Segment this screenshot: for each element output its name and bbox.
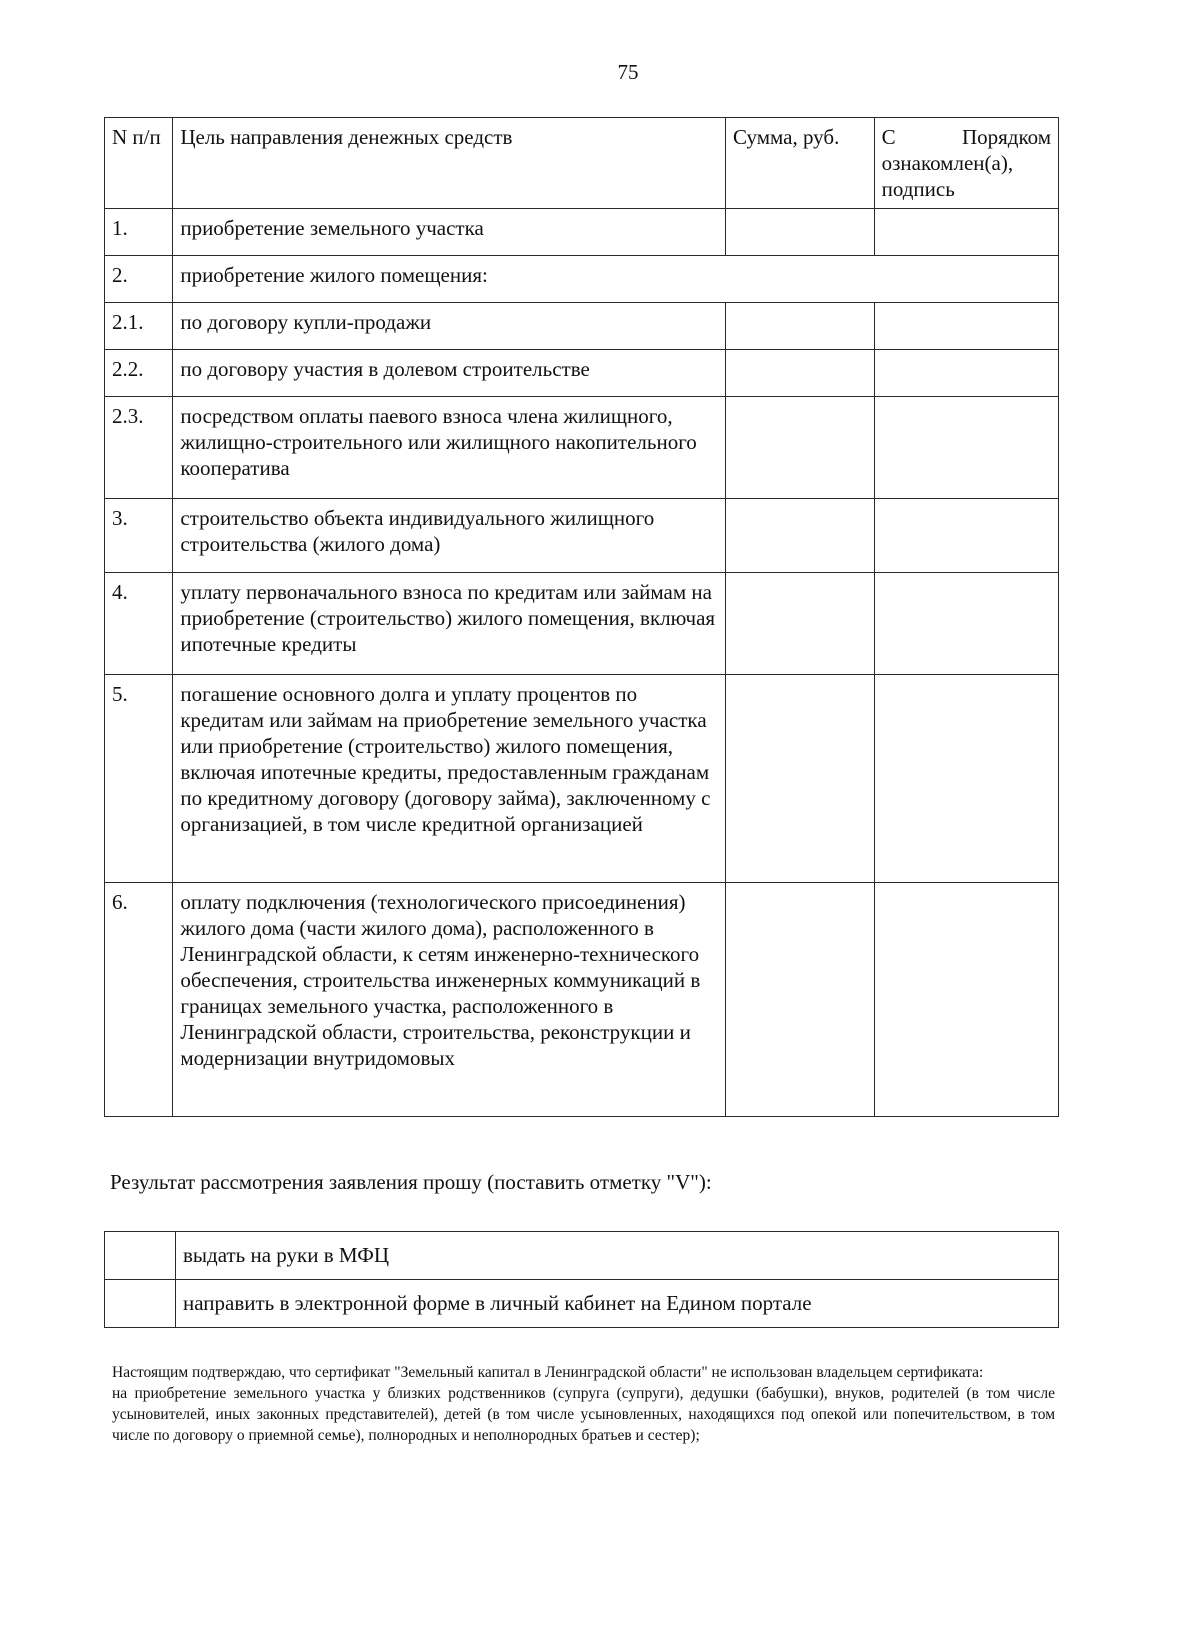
header-acknowledged-signature: [874, 118, 1058, 209]
table-row: [105, 303, 1059, 350]
header-ack-word-2: Порядком: [961, 125, 1051, 149]
row-amount-cell[interactable]: [726, 350, 875, 397]
row-purpose: приобретение земельного участка: [173, 209, 726, 256]
header-ack-line-2: ознакомлен(а),: [881, 151, 1014, 175]
row-signature-cell[interactable]: [874, 397, 1058, 499]
row-signature-cell[interactable]: [874, 303, 1058, 350]
row-purpose: приобретение жилого помещения:: [173, 256, 1059, 303]
header-ack-word-1: С: [881, 125, 896, 149]
table-row: [105, 256, 1059, 303]
row-number: 5.: [105, 675, 173, 883]
row-number: 2.2.: [105, 350, 173, 397]
confirmation-paragraph-1: Настоящим подтверждаю, что сертификат "Земельный капитал в Ленинградской области" не использован владельцем сертификата:: [112, 1364, 984, 1381]
header-number: N п/п: [105, 118, 173, 209]
row-amount-cell[interactable]: [726, 675, 875, 883]
row-purpose: по договору участия в долевом строительстве: [173, 350, 726, 397]
header-ack-line-3: подпись: [881, 177, 955, 201]
row-number: 4.: [105, 573, 173, 675]
table-row: [105, 883, 1059, 1117]
row-signature-cell[interactable]: [874, 350, 1058, 397]
result-option-row: [105, 1232, 1059, 1280]
confirmation-text: [112, 1362, 1055, 1446]
row-signature-cell[interactable]: [874, 499, 1058, 573]
result-options-table: [104, 1231, 1059, 1328]
row-number: 2.: [105, 256, 173, 303]
row-signature-cell[interactable]: [874, 209, 1058, 256]
table-row: [105, 573, 1059, 675]
table-row: [105, 209, 1059, 256]
row-number: 2.3.: [105, 397, 173, 499]
table-header-row: [105, 118, 1059, 209]
header-amount: Сумма, руб.: [726, 118, 875, 209]
table-row: [105, 499, 1059, 573]
row-amount-cell[interactable]: [726, 573, 875, 675]
result-checkbox-cell[interactable]: [105, 1280, 176, 1328]
table-row: [105, 675, 1059, 883]
row-signature-cell[interactable]: [874, 675, 1058, 883]
result-intro: Результат рассмотрения заявления прошу (поставить отметку "V"):: [110, 1170, 712, 1194]
result-option-label: выдать на руки в МФЦ: [176, 1232, 1059, 1280]
row-amount-cell[interactable]: [726, 883, 875, 1117]
page-number: 75: [617, 60, 639, 84]
confirmation-paragraph-2: на приобретение земельного участка у близких родственников (супруга (супруги), дедушки (бабушки), внуков, родителей (в том числе усыновителей, иных законных представителей), детей (в том числе усыновленных, находящихся под опекой или попечительством, в том числе по договору о приемной семье), полнородных и неполнородных братьев и сестер);: [112, 1385, 1055, 1444]
row-number: 6.: [105, 883, 173, 1117]
row-purpose: посредством оплаты паевого взноса члена жилищного, жилищно-строительного или жилищного накопительного кооператива: [173, 397, 726, 499]
result-checkbox-cell[interactable]: [105, 1232, 176, 1280]
table-row: [105, 397, 1059, 499]
result-option-row: [105, 1280, 1059, 1328]
row-amount-cell[interactable]: [726, 209, 875, 256]
row-amount-cell[interactable]: [726, 397, 875, 499]
row-number: 1.: [105, 209, 173, 256]
funds-purpose-table: [104, 117, 1059, 1117]
row-purpose: уплату первоначального взноса по кредитам или займам на приобретение (строительство) жилого помещения, включая ипотечные кредиты: [173, 573, 726, 675]
row-purpose: оплату подключения (технологического присоединения) жилого дома (части жилого дома), расположенного в Ленинградской области, к сетям инженерно-технического обеспечения, строительства инженерных коммуникаций в границах земельного участка, расположенного в Ленинградской области, строительства, реконструкции и модернизации внутридомовых: [173, 883, 726, 1117]
row-signature-cell[interactable]: [874, 573, 1058, 675]
result-option-label: направить в электронной форме в личный кабинет на Едином портале: [176, 1280, 1059, 1328]
header-purpose: Цель направления денежных средств: [173, 118, 726, 209]
table-row: [105, 350, 1059, 397]
row-number: 2.1.: [105, 303, 173, 350]
row-number: 3.: [105, 499, 173, 573]
row-amount-cell[interactable]: [726, 303, 875, 350]
row-purpose: по договору купли-продажи: [173, 303, 726, 350]
row-purpose: строительство объекта индивидуального жилищного строительства (жилого дома): [173, 499, 726, 573]
row-signature-cell[interactable]: [874, 883, 1058, 1117]
row-amount-cell[interactable]: [726, 499, 875, 573]
row-purpose: погашение основного долга и уплату процентов по кредитам или займам на приобретение земельного участка или приобретение (строительство) жилого помещения, включая ипотечные кредиты, предоставленным гражданам по кредитному договору (договору займа), заключенному с организацией, в том числе кредитной организацией: [173, 675, 726, 883]
